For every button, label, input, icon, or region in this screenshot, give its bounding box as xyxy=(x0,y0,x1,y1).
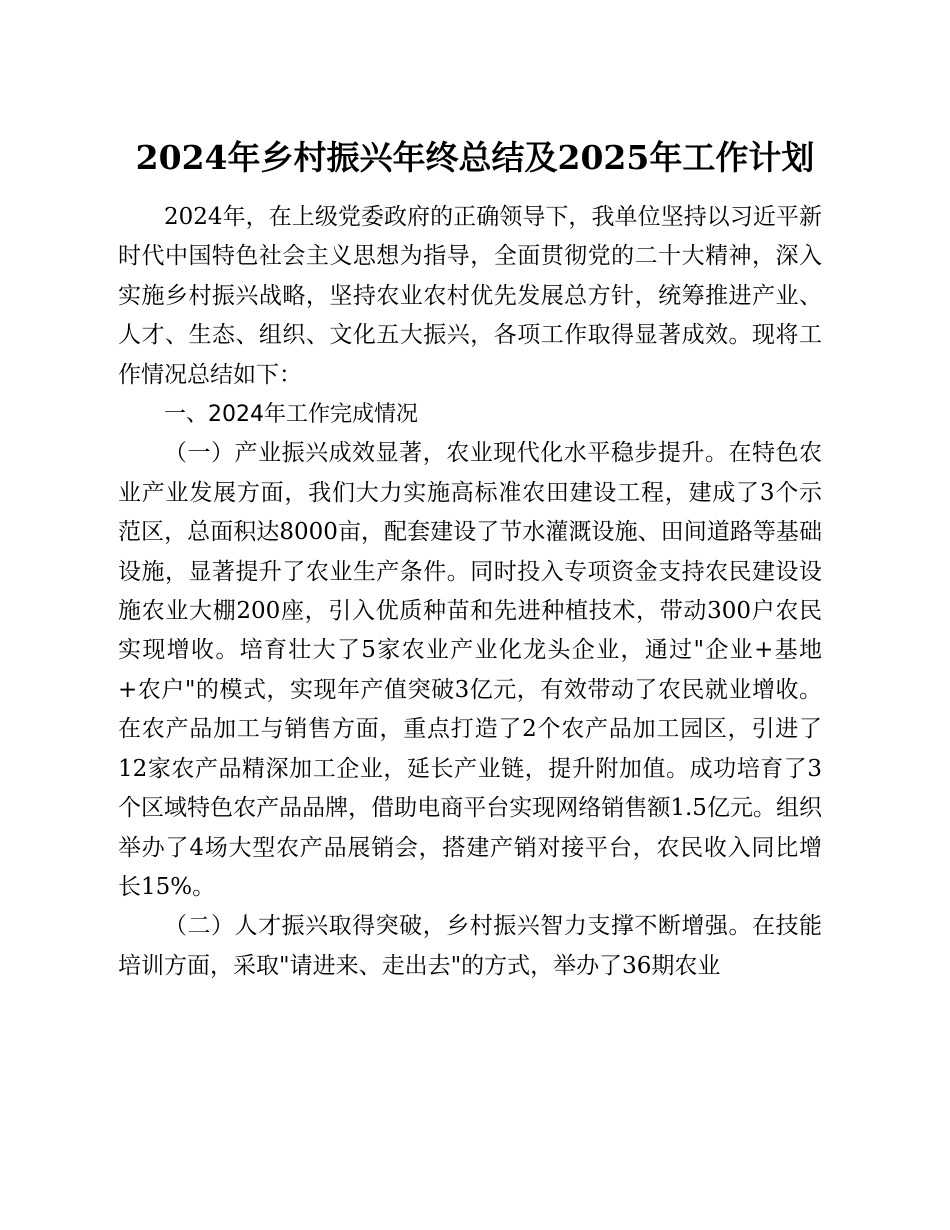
document-title: 2024年乡村振兴年终总结及2025年工作计划 xyxy=(135,138,815,177)
talent-revitalization-paragraph: （二）人才振兴取得突破，乡村振兴智力支撑不断增强。在技能培训方面，采取"请进来、走出去"的方式，举办了36期农业 xyxy=(118,913,822,979)
section-heading: 一、2024年工作完成情况 xyxy=(164,402,418,428)
intro-paragraph: 2024年，在上级党委政府的正确领导下，我单位坚持以习近平新时代中国特色社会主义思想为指导，全面贯彻党的二十大精神，深入实施乡村振兴战略，坚持农业农村优先发展总方针，统筹推进产业、人才、生态、组织、文化五大振兴，各项工作取得显著成效。现将工作情况总结如下： xyxy=(118,204,822,388)
industry-revitalization-paragraph: （一）产业振兴成效显著，农业现代化水平稳步提升。在特色农业产业发展方面，我们大力实施高标准农田建设工程，建成了3个示范区，总面积达8000亩，配套建设了节水灌溉设施、田间道路等基础设施，显著提升了农业生产条件。同时投入专项资金支持农民建设设施农业大棚200座，引入优质种苗和先进种植技术，带动300户农民实现增收。培育壮大了5家农业产业化龙头企业，通过"企业+基地+农户"的模式，实现年产值突破3亿元，有效带动了农民就业增收。在农产品加工与销售方面，重点打造了2个农产品加工园区，引进了12家农产品精深加工企业，延长产业链，提升附加值。成功培育了3个区域特色农产品品牌，借助电商平台实现网络销售额1.5亿元。组织举办了4场大型农产品展销会，搭建产销对接平台，农民收入同比增长15%。 xyxy=(118,440,822,900)
document-body xyxy=(118,198,822,986)
